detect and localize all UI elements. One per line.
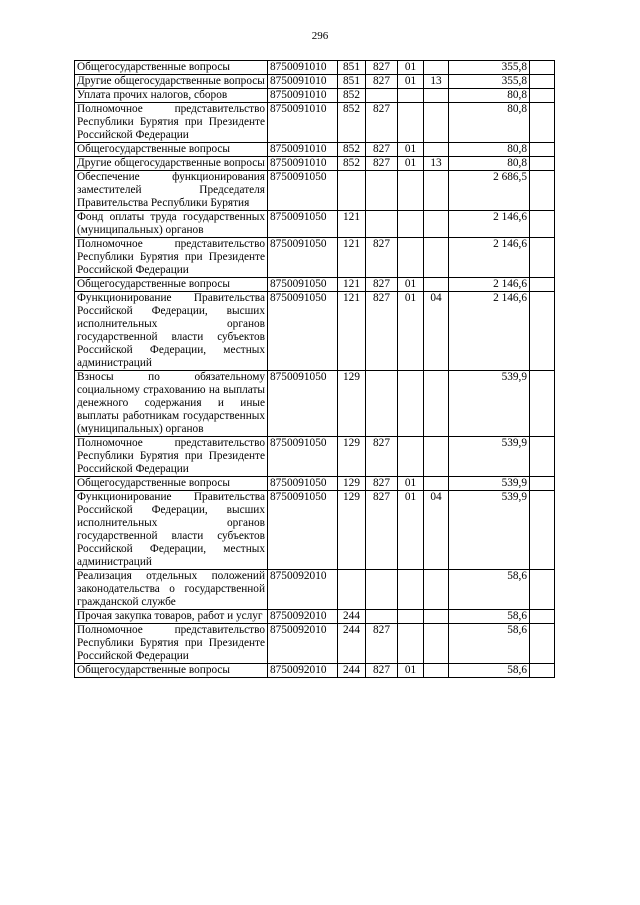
row-extra-cell — [530, 371, 555, 437]
row-grbs-cell: 827 — [366, 437, 398, 477]
row-code-cell: 8750091050 — [268, 491, 338, 570]
row-grbs-cell: 827 — [366, 103, 398, 143]
table-row — [75, 491, 555, 570]
row-rz-cell — [398, 89, 424, 103]
row-extra-cell — [530, 75, 555, 89]
table-row — [75, 171, 555, 211]
row-code-cell: 8750091010 — [268, 75, 338, 89]
row-amount-cell: 80,8 — [449, 89, 530, 103]
row-rz-cell: 01 — [398, 278, 424, 292]
row-code-cell: 8750092010 — [268, 570, 338, 610]
row-code-cell: 8750092010 — [268, 664, 338, 678]
row-rz-cell: 01 — [398, 491, 424, 570]
row-pr-cell — [424, 238, 449, 278]
row-grbs-cell: 827 — [366, 75, 398, 89]
budget-table — [74, 60, 555, 678]
row-extra-cell — [530, 238, 555, 278]
row-extra-cell — [530, 491, 555, 570]
row-grbs-cell: 827 — [366, 664, 398, 678]
row-name-cell: Взносы по обязательному социальному страхованию на выплаты денежного содержания и иные выплаты работникам государственных (муниципальных) органов — [75, 371, 268, 437]
row-code-cell: 8750091010 — [268, 61, 338, 75]
row-extra-cell — [530, 61, 555, 75]
row-grbs-cell: 827 — [366, 278, 398, 292]
row-grbs-cell — [366, 570, 398, 610]
table-row — [75, 75, 555, 89]
row-rz-cell — [398, 171, 424, 211]
row-grbs-cell — [366, 610, 398, 624]
row-pr-cell — [424, 143, 449, 157]
row-extra-cell — [530, 157, 555, 171]
row-code-cell: 8750091010 — [268, 157, 338, 171]
row-vr-cell: 851 — [338, 61, 366, 75]
row-vr-cell: 121 — [338, 278, 366, 292]
row-vr-cell: 852 — [338, 157, 366, 171]
row-vr-cell — [338, 570, 366, 610]
row-name-cell: Полномочное представительство Республики Бурятия при Президенте Российской Федерации — [75, 238, 268, 278]
row-pr-cell: 04 — [424, 292, 449, 371]
row-grbs-cell: 827 — [366, 624, 398, 664]
row-extra-cell — [530, 103, 555, 143]
row-name-cell: Реализация отдельных положений законодательства о государственной гражданской службе — [75, 570, 268, 610]
row-extra-cell — [530, 570, 555, 610]
row-rz-cell — [398, 624, 424, 664]
row-vr-cell: 244 — [338, 624, 366, 664]
row-vr-cell: 852 — [338, 89, 366, 103]
row-rz-cell: 01 — [398, 143, 424, 157]
row-vr-cell: 129 — [338, 371, 366, 437]
row-pr-cell — [424, 371, 449, 437]
row-extra-cell — [530, 278, 555, 292]
row-amount-cell: 2 146,6 — [449, 238, 530, 278]
row-extra-cell — [530, 624, 555, 664]
row-code-cell: 8750091010 — [268, 103, 338, 143]
table-row — [75, 89, 555, 103]
row-pr-cell — [424, 477, 449, 491]
table-row — [75, 143, 555, 157]
row-grbs-cell: 827 — [366, 292, 398, 371]
row-pr-cell — [424, 171, 449, 211]
table-row — [75, 103, 555, 143]
row-name-cell: Функционирование Правительства Российской Федерации, высших исполнительных органов государственной власти субъектов Российской Федерации, местных администраций — [75, 491, 268, 570]
row-vr-cell: 851 — [338, 75, 366, 89]
row-name-cell: Функционирование Правительства Российской Федерации, высших исполнительных органов государственной власти субъектов Российской Федерации, местных администраций — [75, 292, 268, 371]
row-extra-cell — [530, 89, 555, 103]
row-rz-cell — [398, 610, 424, 624]
row-pr-cell — [424, 570, 449, 610]
row-pr-cell: 13 — [424, 75, 449, 89]
row-amount-cell: 539,9 — [449, 491, 530, 570]
row-name-cell: Прочая закупка товаров, работ и услуг — [75, 610, 268, 624]
row-code-cell: 8750092010 — [268, 610, 338, 624]
row-vr-cell: 244 — [338, 664, 366, 678]
row-extra-cell — [530, 211, 555, 238]
row-rz-cell — [398, 437, 424, 477]
row-vr-cell: 121 — [338, 292, 366, 371]
row-extra-cell — [530, 437, 555, 477]
row-grbs-cell: 827 — [366, 157, 398, 171]
row-extra-cell — [530, 143, 555, 157]
table-row — [75, 610, 555, 624]
row-pr-cell — [424, 103, 449, 143]
row-code-cell: 8750091050 — [268, 437, 338, 477]
row-amount-cell: 539,9 — [449, 477, 530, 491]
row-rz-cell: 01 — [398, 477, 424, 491]
row-grbs-cell: 827 — [366, 143, 398, 157]
row-name-cell: Полномочное представительство Республики Бурятия при Президенте Российской Федерации — [75, 103, 268, 143]
row-vr-cell: 121 — [338, 238, 366, 278]
row-vr-cell — [338, 171, 366, 211]
table-row — [75, 211, 555, 238]
row-name-cell: Обеспечение функционирования заместителей Председателя Правительства Республики Бурятия — [75, 171, 268, 211]
row-extra-cell — [530, 664, 555, 678]
row-grbs-cell — [366, 171, 398, 211]
row-pr-cell — [424, 624, 449, 664]
row-code-cell: 8750092010 — [268, 624, 338, 664]
row-vr-cell: 129 — [338, 491, 366, 570]
table-row — [75, 477, 555, 491]
row-rz-cell — [398, 238, 424, 278]
row-name-cell: Общегосударственные вопросы — [75, 278, 268, 292]
row-amount-cell: 58,6 — [449, 610, 530, 624]
row-amount-cell: 2 686,5 — [449, 171, 530, 211]
row-name-cell: Полномочное представительство Республики Бурятия при Президенте Российской Федерации — [75, 437, 268, 477]
row-rz-cell: 01 — [398, 664, 424, 678]
row-pr-cell — [424, 610, 449, 624]
row-extra-cell — [530, 610, 555, 624]
row-code-cell: 8750091050 — [268, 278, 338, 292]
row-name-cell: Общегосударственные вопросы — [75, 664, 268, 678]
row-pr-cell — [424, 278, 449, 292]
row-rz-cell: 01 — [398, 157, 424, 171]
row-code-cell: 8750091010 — [268, 89, 338, 103]
row-pr-cell — [424, 664, 449, 678]
row-amount-cell: 355,8 — [449, 75, 530, 89]
row-extra-cell — [530, 292, 555, 371]
row-pr-cell — [424, 211, 449, 238]
row-amount-cell: 539,9 — [449, 371, 530, 437]
row-grbs-cell — [366, 211, 398, 238]
table-row — [75, 61, 555, 75]
row-vr-cell: 129 — [338, 477, 366, 491]
row-name-cell: Полномочное представительство Республики Бурятия при Президенте Российской Федерации — [75, 624, 268, 664]
row-name-cell: Общегосударственные вопросы — [75, 143, 268, 157]
row-vr-cell: 852 — [338, 103, 366, 143]
row-amount-cell: 58,6 — [449, 570, 530, 610]
table-row — [75, 292, 555, 371]
row-pr-cell: 04 — [424, 491, 449, 570]
row-pr-cell — [424, 61, 449, 75]
row-code-cell: 8750091050 — [268, 371, 338, 437]
row-vr-cell: 244 — [338, 610, 366, 624]
row-amount-cell: 58,6 — [449, 624, 530, 664]
row-amount-cell: 58,6 — [449, 664, 530, 678]
row-rz-cell — [398, 211, 424, 238]
row-code-cell: 8750091050 — [268, 292, 338, 371]
table-row — [75, 238, 555, 278]
table-row — [75, 278, 555, 292]
row-grbs-cell: 827 — [366, 477, 398, 491]
row-vr-cell: 129 — [338, 437, 366, 477]
row-pr-cell — [424, 437, 449, 477]
row-rz-cell: 01 — [398, 292, 424, 371]
row-grbs-cell: 827 — [366, 238, 398, 278]
row-amount-cell: 2 146,6 — [449, 211, 530, 238]
row-amount-cell: 539,9 — [449, 437, 530, 477]
row-amount-cell: 80,8 — [449, 103, 530, 143]
row-name-cell: Общегосударственные вопросы — [75, 477, 268, 491]
row-rz-cell: 01 — [398, 61, 424, 75]
table-row — [75, 437, 555, 477]
row-code-cell: 8750091050 — [268, 238, 338, 278]
row-code-cell: 8750091050 — [268, 477, 338, 491]
row-amount-cell: 2 146,6 — [449, 278, 530, 292]
row-amount-cell: 80,8 — [449, 143, 530, 157]
row-extra-cell — [530, 477, 555, 491]
row-rz-cell — [398, 570, 424, 610]
row-name-cell: Фонд оплаты труда государственных (муниципальных) органов — [75, 211, 268, 238]
row-code-cell: 8750091050 — [268, 211, 338, 238]
row-amount-cell: 355,8 — [449, 61, 530, 75]
row-code-cell: 8750091010 — [268, 143, 338, 157]
row-grbs-cell — [366, 89, 398, 103]
row-pr-cell: 13 — [424, 157, 449, 171]
table-row — [75, 624, 555, 664]
row-name-cell: Другие общегосударственные вопросы — [75, 157, 268, 171]
table-row — [75, 371, 555, 437]
row-grbs-cell: 827 — [366, 491, 398, 570]
row-amount-cell: 2 146,6 — [449, 292, 530, 371]
page-number: 296 — [311, 30, 329, 42]
row-rz-cell — [398, 103, 424, 143]
row-vr-cell: 852 — [338, 143, 366, 157]
row-name-cell: Общегосударственные вопросы — [75, 61, 268, 75]
row-grbs-cell — [366, 371, 398, 437]
row-extra-cell — [530, 171, 555, 211]
row-vr-cell: 121 — [338, 211, 366, 238]
row-rz-cell: 01 — [398, 75, 424, 89]
row-rz-cell — [398, 371, 424, 437]
table-row — [75, 664, 555, 678]
table-row — [75, 157, 555, 171]
row-grbs-cell: 827 — [366, 61, 398, 75]
row-name-cell: Уплата прочих налогов, сборов — [75, 89, 268, 103]
row-code-cell: 8750091050 — [268, 171, 338, 211]
row-name-cell: Другие общегосударственные вопросы — [75, 75, 268, 89]
table-row — [75, 570, 555, 610]
row-amount-cell: 80,8 — [449, 157, 530, 171]
row-pr-cell — [424, 89, 449, 103]
